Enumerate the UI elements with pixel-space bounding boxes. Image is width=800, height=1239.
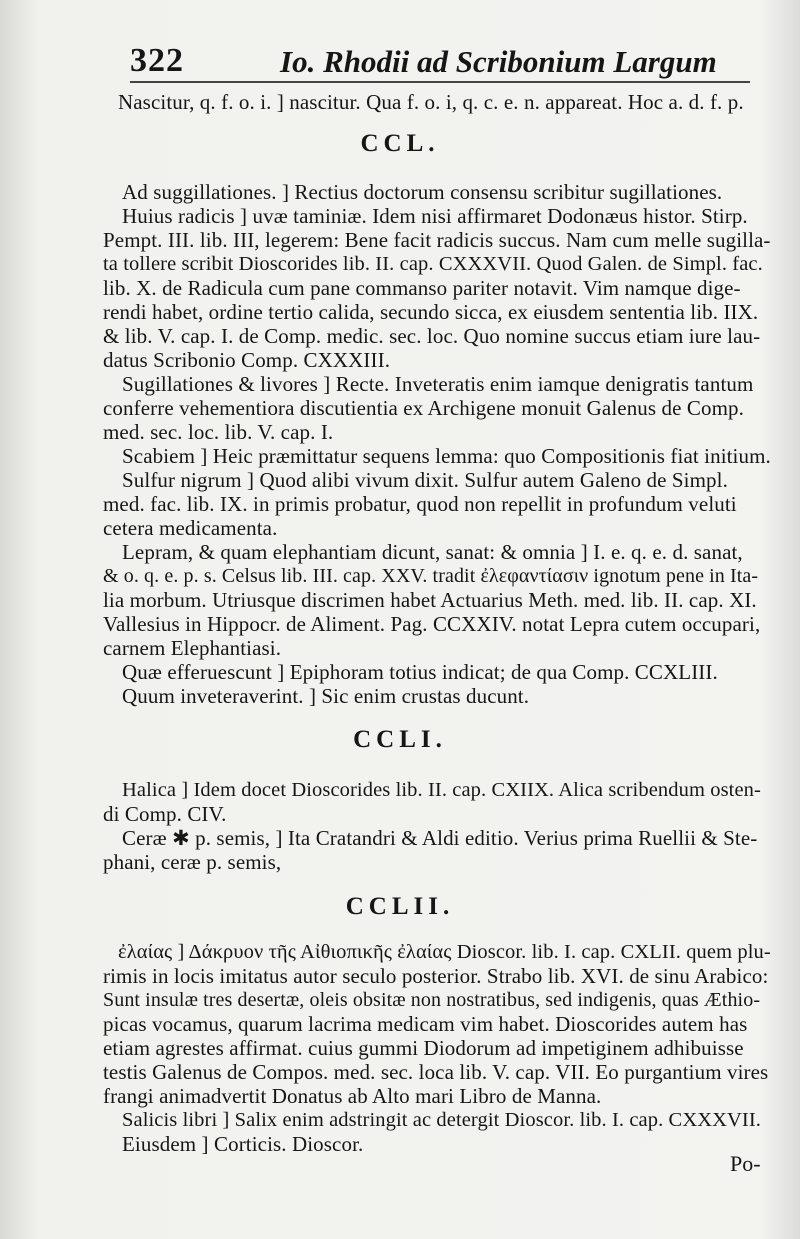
text-line: Eiusdem ] Corticis. Dioscor. bbox=[122, 1132, 364, 1156]
text-line: picas vocamus, quarum lacrima medicam vim habet. Dioscorides autem has bbox=[103, 1012, 748, 1036]
text-line: Quæ efferuescunt ] Epiphoram totius indicat; de qua Comp. CCXLIII. bbox=[122, 660, 718, 684]
text-line: lib. X. de Radicula cum pane commanso pariter notavit. Vim namque dige- bbox=[103, 276, 741, 300]
text-line: testis Galenus de Compos. med. sec. loca lib. V. cap. VII. Eo purgantium vires bbox=[103, 1060, 769, 1084]
text-line: datus Scribonio Comp. CXXXIII. bbox=[103, 348, 391, 372]
text-line: Pempt. III. lib. III, legerem: Bene facit radicis succus. Nam cum melle sugilla- bbox=[103, 228, 771, 252]
text-line: carnem Elephantiasi. bbox=[103, 636, 282, 660]
text-line: Sulfur nigrum ] Quod alibi vivum dixit. Sulfur autem Galeno de Simpl. bbox=[122, 468, 728, 492]
text-line: & o. q. e. p. s. Celsus lib. III. cap. XXV. tradit ἐλεφαντίασιν ignotum pene in Ita- bbox=[103, 565, 759, 587]
running-title: Io. Rhodii ad Scribonium Largum bbox=[280, 44, 717, 79]
text-line: Nascitur, q. f. o. i. ] nascitur. Qua f. o. i, q. c. e. n. appareat. Hoc a. d. f. p. bbox=[118, 90, 744, 114]
text-line: ta tollere scribit Dioscorides lib. II. cap. CXXXVII. Quod Galen. de Simpl. fac. bbox=[103, 253, 763, 275]
text-line: Huius radicis ] uvæ taminiæ. Idem nisi affirmaret Dodonæus histor. Stirp. bbox=[122, 204, 748, 228]
text-line: Sugillationes & livores ] Recte. Inveteratis enim iamque denigratis tantum bbox=[122, 372, 754, 396]
text-line: Halica ] Idem docet Dioscorides lib. II. cap. CXIIX. Alica scribendum osten- bbox=[122, 779, 761, 801]
text-line: & lib. V. cap. I. de Comp. medic. sec. loc. Quo nomine succus etiam iure lau- bbox=[103, 324, 761, 348]
page-header bbox=[130, 42, 750, 82]
text-line: med. sec. loc. lib. V. cap. I. bbox=[103, 420, 334, 444]
text-line: med. fac. lib. IX. in primis probatur, quod non repellit in profundum veluti bbox=[103, 492, 737, 516]
text-line: Salicis libri ] Salix enim adstringit ac detergit Dioscor. lib. I. cap. CXXXVII. bbox=[122, 1109, 762, 1131]
section-heading: CCL. bbox=[360, 130, 440, 157]
catchword: Po- bbox=[730, 1151, 761, 1176]
text-line: Quum inveteraverint. ] Sic enim crustas ducunt. bbox=[122, 684, 530, 708]
text-line: Ad suggillationes. ] Rectius doctorum consensu scribitur sugillationes. bbox=[122, 180, 723, 204]
text-line: Scabiem ] Heic præmittatur sequens lemma: quo Compositionis fiat initium. bbox=[122, 444, 771, 468]
text-line: Ceræ ✱ p. semis, ] Ita Cratandri & Aldi editio. Verius prima Ruellii & Ste- bbox=[122, 826, 758, 850]
text-line: ἐλαίας ] Δάκρυον τῆς Αἰθιοπικῆς ἐλαίας Dioscor. lib. I. cap. CXLII. quem plu- bbox=[118, 941, 771, 963]
text-line: Lepram, & quam elephantiam dicunt, sanat: & omnia ] I. e. q. e. d. sanat, bbox=[122, 540, 743, 564]
section-heading: CCLI. bbox=[353, 726, 447, 753]
text-line: Sunt insulæ tres desertæ, oleis obsitæ non nostratibus, sed indigenis, quas Æthio- bbox=[103, 989, 761, 1011]
text-line: rendi habet, ordine tertio calida, secundo sicca, ex eiusdem sententia lib. IIX. bbox=[103, 300, 759, 324]
text-line: lia morbum. Utriusque discrimen habet Actuarius Meth. med. lib. II. cap. XI. bbox=[103, 588, 757, 612]
text-line: etiam agrestes affirmat. cuius gummi Diodorum ad impetiginem adhibuisse bbox=[103, 1036, 744, 1060]
section-heading: CCLII. bbox=[345, 893, 455, 920]
text-line: di Comp. CIV. bbox=[103, 802, 227, 826]
text-line: conferre vehementiora discutientia ex Archigene monuit Galenus de Comp. bbox=[103, 396, 744, 420]
text-line: rimis in locis imitatus autor seculo posterior. Strabo lib. XVI. de sinu Arabico: bbox=[103, 964, 769, 988]
text-line: frangi animadvertit Donatus ab Alto mari Libro de Manna. bbox=[103, 1084, 602, 1108]
text-line: phani, ceræ p. semis, bbox=[103, 850, 282, 874]
page-number: 322 bbox=[130, 42, 184, 79]
header-rule bbox=[130, 81, 750, 83]
text-line: Vallesius in Hippocr. de Aliment. Pag. CCXXIV. notat Lepra cutem occupari, bbox=[103, 612, 761, 636]
text-line: cetera medicamenta. bbox=[103, 516, 278, 540]
